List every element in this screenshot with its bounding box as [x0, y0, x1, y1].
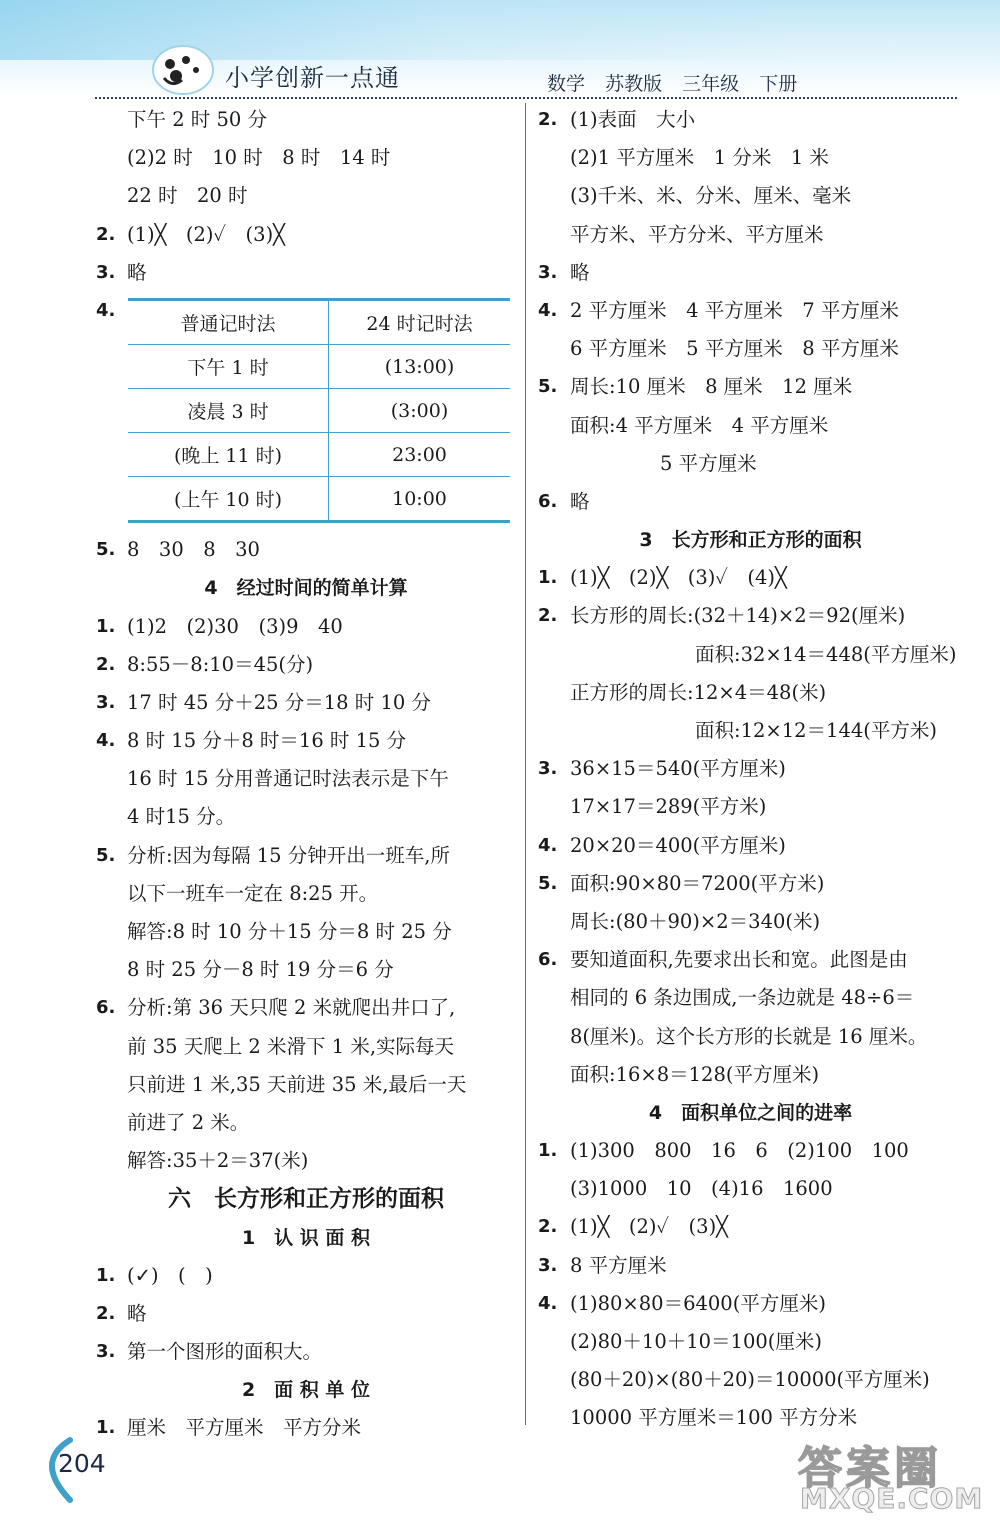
answer-line [538, 368, 963, 406]
answer-line [96, 798, 516, 836]
answer-line [538, 1056, 963, 1094]
table-cell: 凌晨 3 时 [128, 389, 329, 433]
answer-text: 8 时 25 分－8 时 19 分＝6 分 [127, 958, 394, 982]
table-cell: (3:00) [329, 389, 511, 433]
question-number: 2. [538, 1216, 558, 1238]
answer-line [96, 1066, 516, 1104]
site-watermark [798, 1432, 990, 1518]
column-divider [525, 103, 526, 1425]
answer-line [538, 788, 963, 826]
answer-text: 解答:35＋2＝37(米) [127, 1149, 309, 1173]
header-dotted-rule [95, 97, 957, 99]
answer-text: 略 [127, 1301, 147, 1325]
question-number: 4. [538, 834, 558, 856]
question-number: 3. [538, 1254, 558, 1276]
book-meta [547, 69, 811, 96]
answer-line [538, 1132, 963, 1170]
answer-text: 22 时 20 时 [127, 184, 248, 208]
answer-text: 5 平方厘米 [660, 451, 757, 475]
table-cell: 23:00 [329, 433, 511, 477]
answer-text: 分析:因为每隔 15 分钟开出一班车,所 [127, 843, 450, 867]
answer-text: 面积:32×14＝448(平方厘米) [695, 642, 957, 666]
answer-line [538, 1285, 963, 1323]
answer-line [538, 254, 963, 292]
answer-text: 10000 平方厘米＝100 平方分米 [570, 1406, 858, 1430]
section-1-title: 1 认 识 面 积 [241, 1226, 371, 1249]
answer-text: 面积:90×80＝7200(平方米) [570, 871, 825, 895]
table-row [128, 477, 510, 522]
question-number: 3. [96, 261, 116, 283]
answer-text: (3)千米、米、分米、厘米、毫米 [570, 184, 852, 208]
answer-line [96, 684, 516, 722]
question-number: 3. [538, 758, 558, 780]
volume-label: 下册 [759, 73, 798, 95]
answer-line [96, 1028, 516, 1066]
question-number: 4. [538, 1292, 558, 1314]
section-4-title: 4 经过时间的简单计算 [204, 577, 408, 600]
answer-text: 分析:第 36 天只爬 2 米就爬出井口了, [127, 996, 456, 1020]
answer-line [538, 483, 963, 521]
question-number: 1. [538, 1140, 558, 1162]
answer-line [538, 979, 963, 1017]
mascot-logo-icon [150, 40, 216, 96]
question-number: 1. [96, 1417, 116, 1439]
answer-line [538, 1208, 963, 1246]
answer-text: 16 时 15 分用普通记时法表示是下午 [127, 767, 449, 791]
answer-text: 周长:10 厘米 8 厘米 12 厘米 [570, 375, 853, 399]
question-number: 5. [96, 539, 116, 561]
answer-text: 8 30 8 30 [127, 538, 260, 562]
answer-line [538, 941, 963, 979]
answer-line [96, 254, 516, 292]
answer-text: 前进了 2 米。 [127, 1110, 250, 1134]
answer-line [538, 1361, 963, 1399]
table-header-row [128, 300, 510, 345]
answer-text: (2)1 平方厘米 1 分米 1 米 [570, 146, 829, 170]
unit-6-title: 六 长方形和正方形的面积 [168, 1186, 444, 1213]
answer-line [538, 559, 963, 597]
answer-text: 36×15＝540(平方厘米) [570, 757, 786, 781]
answer-line [538, 139, 963, 177]
answer-text: 2 平方厘米 4 平方厘米 7 平方厘米 [570, 298, 899, 322]
answer-text: 略 [127, 260, 147, 284]
grade-label: 三年级 [682, 73, 740, 95]
question-number: 2. [96, 653, 116, 675]
answer-text: 厘米 平方厘米 平方分米 [127, 1416, 362, 1440]
question-number: 2. [538, 109, 558, 130]
right-column [538, 101, 963, 1438]
answer-text: 略 [570, 489, 590, 513]
answer-line [538, 865, 963, 903]
answer-line [96, 101, 516, 139]
question-number: 6. [96, 997, 116, 1019]
question-number: 2. [96, 223, 116, 245]
watermark-url-text: MXQE.COM [800, 1482, 984, 1515]
answer-text: 面积:12×12＝144(平方米) [695, 719, 937, 742]
question-number: 2. [96, 1302, 116, 1324]
answer-line [96, 531, 516, 569]
answer-line [96, 1104, 516, 1142]
answer-text: (1)表面 大小 [570, 108, 696, 131]
edition-label: 苏教版 [605, 73, 663, 95]
answer-text: 下午 2 时 50 分 [127, 108, 268, 131]
answer-line [538, 1018, 963, 1056]
answer-line [538, 445, 963, 483]
answer-line [96, 1333, 516, 1371]
answer-line [96, 1142, 516, 1180]
question-number: 5. [538, 376, 558, 398]
answer-line [538, 292, 963, 330]
answer-text: (2)80＋10＋10＝100(厘米) [570, 1330, 822, 1353]
answer-text: (2)2 时 10 时 8 时 14 时 [127, 146, 391, 170]
answer-line [538, 597, 963, 635]
table-cell: (13:00) [329, 345, 511, 389]
table-row [128, 345, 510, 389]
table-cell: 下午 1 时 [128, 345, 329, 389]
question-number: 1. [96, 615, 116, 637]
answer-line [96, 216, 516, 254]
table-cell: (晚上 11 时) [128, 433, 329, 477]
answer-text: 面积:16×8＝128(平方厘米) [570, 1062, 820, 1086]
question-number: 3. [96, 1341, 116, 1363]
answer-line [96, 837, 516, 875]
answer-line [96, 951, 516, 989]
question-number: 4. [538, 299, 558, 321]
section-2-title: 2 面 积 单 位 [241, 1379, 371, 1402]
answer-line [538, 903, 963, 941]
answer-line [538, 216, 963, 254]
answer-line [538, 712, 963, 750]
answer-text: 长方形的周长:(32＋14)×2＝92(厘米) [570, 604, 906, 628]
answer-line [538, 1247, 963, 1285]
answer-text: (1)╳ (2)╳ (3)✓ (4)╳ [570, 566, 787, 590]
answer-text: 8:55－8:10＝45(分) [127, 652, 314, 676]
answer-line [538, 750, 963, 788]
answer-line [538, 674, 963, 712]
answer-text: 解答:8 时 10 分＋15 分＝8 时 25 分 [127, 920, 452, 943]
time-notation-table [128, 298, 510, 523]
answer-text: 相同的 6 条边围成,一条边就是 48÷6＝ [570, 986, 915, 1010]
answer-text: 略 [570, 260, 590, 284]
answer-line [538, 636, 963, 674]
question-number: 5. [96, 844, 116, 866]
answer-line [538, 1170, 963, 1208]
answer-text: (1)80×80＝6400(平方厘米) [570, 1291, 826, 1315]
watermark-logo-text: 答案圈 [798, 1443, 942, 1494]
answer-text: (1)300 800 16 6 (2)100 100 [570, 1139, 909, 1163]
answer-text: 8 平方厘米 [570, 1253, 667, 1277]
answer-line [538, 1323, 963, 1361]
answer-line [96, 989, 516, 1027]
answer-text: 17×17＝289(平方米) [570, 795, 767, 819]
answer-line [96, 177, 516, 215]
table-header-cell: 普通记时法 [128, 300, 329, 345]
answer-text: 正方形的周长:12×4＝48(米) [570, 680, 827, 704]
answer-line [538, 407, 963, 445]
answer-text: 以下一班车一定在 8:25 开。 [127, 881, 379, 905]
answer-text: 17 时 45 分＋25 分＝18 时 10 分 [127, 690, 431, 714]
answer-line [96, 1257, 516, 1295]
answer-line [96, 913, 516, 951]
answer-line [96, 139, 516, 177]
table-header-cell: 24 时记时法 [329, 300, 511, 345]
answer-line [96, 875, 516, 913]
question-number: 2. [538, 605, 558, 627]
answer-text: 平方米、平方分米、平方厘米 [570, 222, 824, 246]
answer-text: 前 35 天爬上 2 米滑下 1 米,实际每天 [127, 1034, 455, 1058]
answer-line [538, 827, 963, 865]
question-number: 3. [96, 691, 116, 713]
question-number: 3. [538, 261, 558, 283]
answer-line [538, 101, 963, 139]
answer-text: 20×20＝400(平方厘米) [570, 833, 786, 857]
question-number: 4. [96, 730, 116, 752]
table-cell: (上午 10 时) [128, 477, 329, 522]
answer-text: 面积:4 平方厘米 4 平方厘米 [570, 413, 829, 437]
answer-line [538, 330, 963, 368]
answer-line [96, 646, 516, 684]
answer-text: 第一个图形的面积大。 [127, 1340, 323, 1364]
question-number: 4. [96, 299, 116, 321]
table-cell: 10:00 [329, 477, 511, 522]
answer-text: 8(厘米)。这个长方形的长就是 16 厘米。 [570, 1024, 928, 1048]
section-4-rate-title: 4 面积单位之间的进率 [648, 1101, 853, 1124]
answer-text: 4 时15 分。 [127, 805, 236, 829]
subject-label: 数学 [547, 73, 586, 95]
answer-text: (3)1000 10 (4)16 1600 [570, 1177, 833, 1201]
answer-text: (1)╳ (2)✓ (3)╳ [570, 1215, 728, 1239]
answer-line [96, 1409, 516, 1447]
answer-line [538, 177, 963, 215]
answer-text: 8 时 15 分＋8 时＝16 时 15 分 [127, 729, 407, 753]
section-3-title: 3 长方形和正方形的面积 [639, 529, 862, 552]
question-number: 6. [538, 490, 558, 512]
answer-text: (1)2 (2)30 (3)9 40 [127, 614, 343, 638]
answer-text: 只前进 1 米,35 天前进 35 米,最后一天 [127, 1072, 467, 1096]
table-row [128, 389, 510, 433]
table-row [128, 433, 510, 477]
answer-text: 周长:(80＋90)×2＝340(米) [570, 909, 821, 933]
question-number: 1. [96, 1264, 116, 1286]
answer-line [96, 1295, 516, 1333]
page-number: 204 [58, 1449, 106, 1478]
answer-line [96, 760, 516, 798]
question-number: 1. [538, 567, 558, 589]
answer-line [96, 608, 516, 646]
answer-text: (✓) ( ) [127, 1263, 213, 1287]
answer-text: 6 平方厘米 5 平方厘米 8 平方厘米 [570, 337, 899, 361]
answer-line [96, 722, 516, 760]
book-series-title: 小学创新一点通 [225, 64, 400, 92]
answer-text: (1)╳ (2)✓ (3)╳ [127, 222, 285, 246]
answer-text: (80＋20)×(80＋20)＝10000(平方厘米) [570, 1368, 930, 1392]
question-number: 5. [538, 872, 558, 894]
answer-text: 要知道面积,先要求出长和宽。此图是由 [570, 948, 908, 972]
question-number: 6. [538, 949, 558, 971]
